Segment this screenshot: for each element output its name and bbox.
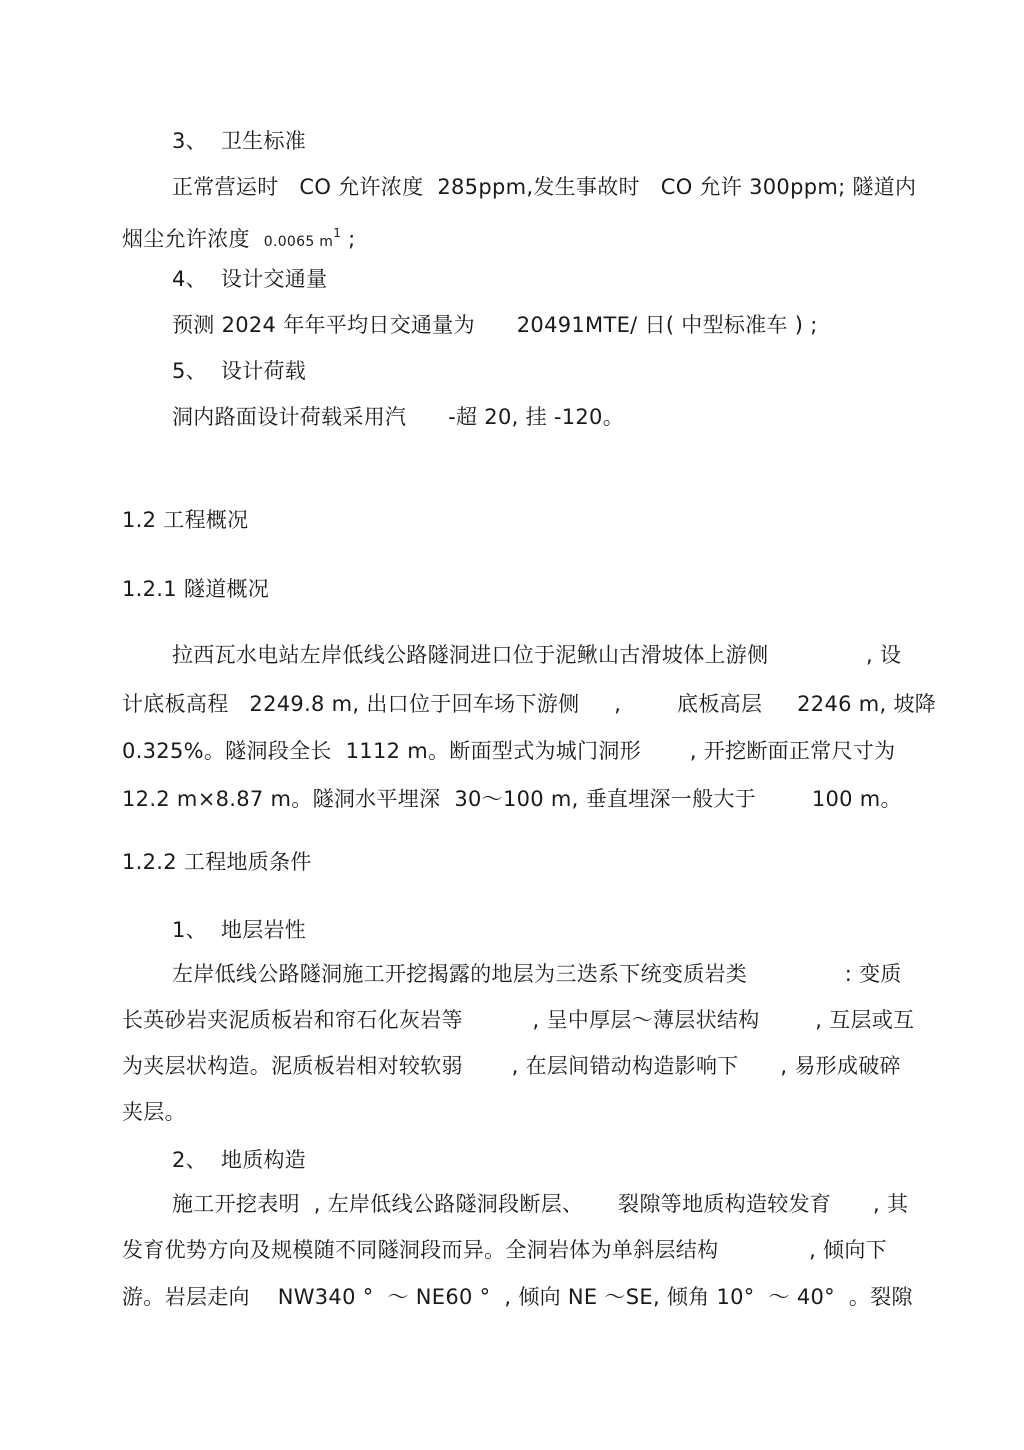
paragraph-line: 夹层。 — [122, 1100, 186, 1124]
smoke-exponent: 1 — [333, 226, 342, 240]
paragraph-line: 长英砂岩夹泥质板岩和帘石化灰岩等 , 呈中厚层～薄层状结构 , 互层或互 — [122, 1008, 915, 1032]
smoke-value: 0.0065 m — [263, 234, 334, 250]
section-heading-hygiene: 3、 卫生标准 — [172, 129, 307, 153]
paragraph-line: 施工开挖表明 , 左岸低线公路隧洞段断层、 裂隙等地质构造较发育 , 其 — [172, 1192, 909, 1216]
subsection-heading-strata: 1、 地层岩性 — [172, 918, 307, 942]
paragraph-line: 0.325%。隧洞段全长 1112 m。断面型式为城门洞形 , 开挖断面正常尺寸为 — [122, 739, 896, 763]
paragraph-line: 洞内路面设计荷载采用汽 -超 20, 挂 -120。 — [172, 405, 625, 429]
section-heading-overview: 1.2 工程概况 — [122, 508, 249, 532]
paragraph-line: 为夹层状构造。泥质板岩相对较软弱 , 在层间错动构造影响下 , 易形成破碎 — [122, 1054, 901, 1078]
paragraph-line: 拉西瓦水电站左岸低线公路隧洞进口位于泥鳅山古滑坡体上游侧 , 设 — [172, 643, 902, 667]
subsection-heading-structure: 2、 地质构造 — [172, 1148, 307, 1172]
paragraph-line: 计底板高程 2249.8 m, 出口位于回车场下游侧 , 底板高层 2246 m, 坡降 — [122, 692, 937, 716]
section-heading-load: 5、 设计荷载 — [172, 359, 307, 383]
section-heading-geology: 1.2.2 工程地质条件 — [122, 850, 312, 874]
paragraph-line — [122, 219, 356, 256]
smoke-end: ; — [341, 227, 356, 251]
paragraph-line: 正常营运时 CO 允许浓度 285ppm,发生事故时 CO 允许 300ppm; 隧道内 — [172, 175, 917, 199]
paragraph-line: 预测 2024 年年平均日交通量为 20491MTE/ 日( 中型标准车 ) ; — [172, 313, 818, 337]
paragraph-line: 游。岩层走向 NW340 ° ～ NE60 ° , 倾向 NE ～SE, 倾角 10° ～ 40° 。裂隙 — [122, 1285, 913, 1309]
paragraph-line: 发育优势方向及规模随不同隧洞段而异。全洞岩体为单斜层结构 , 倾向下 — [122, 1238, 887, 1262]
section-heading-tunnel: 1.2.1 隧道概况 — [122, 577, 270, 601]
paragraph-line: 左岸低线公路隧洞施工开挖揭露的地层为三迭系下统变质岩类 : 变质 — [172, 962, 902, 986]
section-heading-traffic: 4、 设计交通量 — [172, 267, 328, 291]
smoke-label: 烟尘允许浓度 — [122, 227, 264, 251]
paragraph-line: 12.2 m×8.87 m。隧洞水平埋深 30～100 m, 垂直埋深一般大于 100 m。 — [122, 787, 902, 811]
